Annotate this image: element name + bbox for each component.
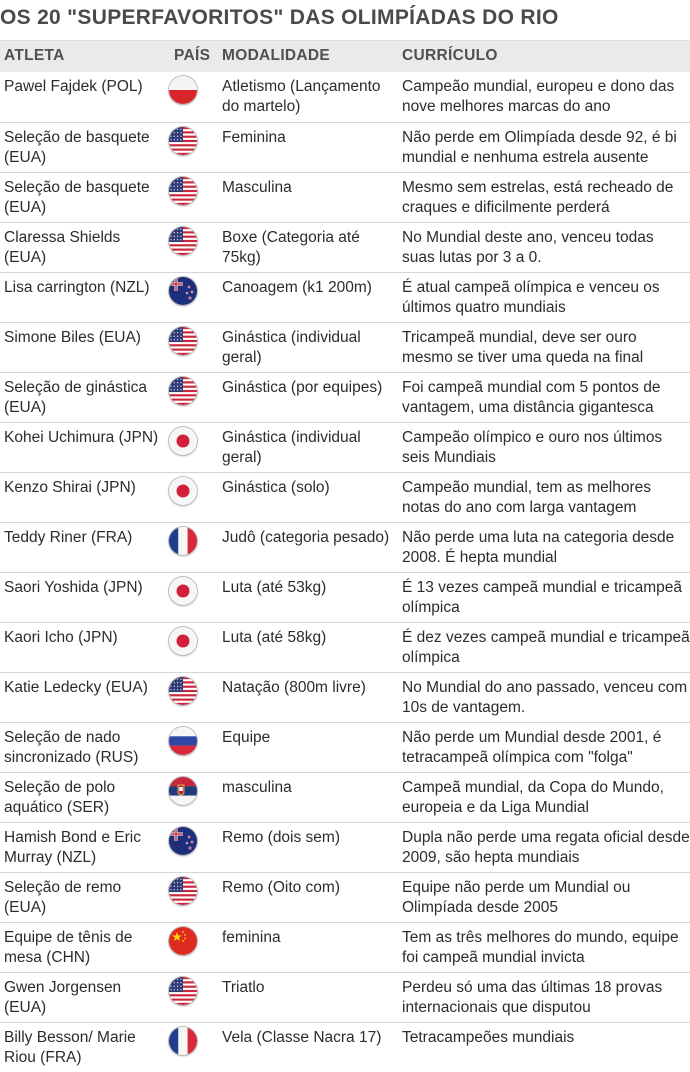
cell-modalidade: Boxe (Categoria até 75kg)	[222, 229, 360, 266]
cell-modalidade: Remo (dois sem)	[222, 829, 340, 846]
table-row	[0, 122, 690, 172]
table-row	[0, 972, 690, 1022]
cell-atleta: Billy Besson/ Marie Riou (FRA)	[4, 1029, 136, 1066]
cell-atleta: Lisa carrington (NZL)	[4, 279, 150, 296]
japan-flag-icon	[169, 577, 197, 605]
cell-curriculo: Tricampeã mundial, deve ser ouro mesmo se tiver uma queda na final	[402, 329, 644, 366]
cell-modalidade: Natação (800m livre)	[222, 679, 366, 696]
table-row	[0, 1022, 690, 1072]
cell-atleta: Hamish Bond e Eric Murray (NZL)	[4, 829, 141, 866]
cell-modalidade: Vela (Classe Nacra 17)	[222, 1029, 382, 1046]
cell-atleta: Seleção de ginástica (EUA)	[4, 379, 148, 416]
usa-flag-icon	[169, 877, 197, 905]
cell-modalidade: Atletismo (Lançamento do martelo)	[222, 78, 381, 115]
table-row	[0, 522, 690, 572]
table-row	[0, 572, 690, 622]
cell-curriculo: É atual campeã olímpica e venceu os últimos quatro mundiais	[402, 279, 660, 316]
cell-modalidade: Luta (até 58kg)	[222, 629, 327, 646]
table-row	[0, 922, 690, 972]
page-title: OS 20 "SUPERFAVORITOS" DAS OLIMPÍADAS DO RIO	[0, 6, 559, 29]
table-row	[0, 772, 690, 822]
cell-curriculo: Perdeu só uma das últimas 18 provas internacionais que disputou	[402, 979, 663, 1016]
cell-atleta: Simone Biles (EUA)	[4, 329, 141, 346]
table-row	[0, 222, 690, 272]
table-row	[0, 872, 690, 922]
cell-modalidade: Luta (até 53kg)	[222, 579, 327, 596]
usa-flag-icon	[169, 977, 197, 1005]
cell-curriculo: Não perde uma luta na categoria desde 2008. É hepta mundial	[402, 529, 675, 566]
cell-modalidade: Remo (Oito com)	[222, 879, 340, 896]
france-flag-icon	[169, 1027, 197, 1055]
table-row	[0, 272, 690, 322]
cell-atleta: Teddy Riner (FRA)	[4, 529, 133, 546]
cell-atleta: Gwen Jorgensen (EUA)	[4, 979, 122, 1016]
table-row	[0, 372, 690, 422]
cell-modalidade: Canoagem (k1 200m)	[222, 279, 372, 296]
cell-atleta: Seleção de basquete (EUA)	[4, 129, 150, 166]
cell-modalidade: Feminina	[222, 129, 286, 146]
cell-curriculo: Foi campeã mundial com 5 pontos de vantagem, uma distância gigantesca	[402, 379, 661, 416]
table-row	[0, 422, 690, 472]
table-header	[0, 40, 690, 72]
cell-curriculo: Campeão mundial, tem as melhores notas do ano com larga vantagem	[402, 479, 651, 516]
header-pais: PAÍS	[174, 47, 211, 64]
cell-atleta: Seleção de polo aquático (SER)	[4, 779, 116, 816]
cell-atleta: Katie Ledecky (EUA)	[4, 679, 148, 696]
usa-flag-icon	[169, 227, 197, 255]
cell-curriculo: É 13 vezes campeã mundial e tricampeã olímpica	[402, 579, 683, 616]
china-flag-icon	[169, 927, 197, 955]
cell-modalidade: Judô (categoria pesado)	[222, 529, 390, 546]
cell-curriculo: Campeã mundial, da Copa do Mundo, europeia e da Liga Mundial	[402, 779, 664, 816]
cell-atleta: Claressa Shields (EUA)	[4, 229, 121, 266]
usa-flag-icon	[169, 377, 197, 405]
header-atleta: ATLETA	[4, 47, 65, 64]
japan-flag-icon	[169, 477, 197, 505]
usa-flag-icon	[169, 127, 197, 155]
cell-curriculo: No Mundial deste ano, venceu todas suas lutas por 3 a 0.	[402, 229, 654, 266]
cell-curriculo: Não perde um Mundial desde 2001, é tetracampeã olímpica com "folga"	[402, 729, 662, 766]
cell-modalidade: Triatlo	[222, 979, 265, 996]
table-row	[0, 822, 690, 872]
cell-curriculo: Equipe não perde um Mundial ou Olimpíada desde 2005	[402, 879, 631, 916]
serbia-flag-icon	[169, 777, 197, 805]
japan-flag-icon	[169, 627, 197, 655]
usa-flag-icon	[169, 677, 197, 705]
table-row	[0, 72, 690, 122]
cell-atleta: Kenzo Shirai (JPN)	[4, 479, 136, 496]
header-modalidade: MODALIDADE	[222, 47, 331, 64]
cell-modalidade: feminina	[222, 929, 281, 946]
table-body	[0, 72, 690, 1072]
cell-curriculo: Não perde em Olimpíada desde 92, é bi mundial e nenhuma estrela ausente	[402, 129, 677, 166]
cell-curriculo: Mesmo sem estrelas, está recheado de craques e dificilmente perderá	[402, 179, 674, 216]
table-row	[0, 672, 690, 722]
poland-flag-icon	[169, 76, 197, 104]
cell-atleta: Kaori Icho (JPN)	[4, 629, 118, 646]
cell-modalidade: Ginástica (individual geral)	[222, 329, 361, 366]
cell-modalidade: Ginástica (solo)	[222, 479, 330, 496]
cell-modalidade: Ginástica (individual geral)	[222, 429, 361, 466]
cell-curriculo: Campeão olímpico e ouro nos últimos seis Mundiais	[402, 429, 663, 466]
table-row	[0, 472, 690, 522]
cell-modalidade: Ginástica (por equipes)	[222, 379, 383, 396]
cell-atleta: Seleção de basquete (EUA)	[4, 179, 150, 216]
cell-modalidade: masculina	[222, 779, 292, 796]
header-curriculo: CURRÍCULO	[402, 47, 498, 64]
cell-atleta: Seleção de remo (EUA)	[4, 879, 122, 916]
cell-curriculo: No Mundial do ano passado, venceu com 10s de vantagem.	[402, 679, 688, 716]
france-flag-icon	[169, 527, 197, 555]
japan-flag-icon	[169, 427, 197, 455]
table-row	[0, 722, 690, 772]
new-zealand-flag-icon	[169, 827, 197, 855]
cell-curriculo: Tem as três melhores do mundo, equipe foi campeã mundial invicta	[402, 929, 679, 966]
cell-modalidade: Masculina	[222, 179, 292, 196]
table-row	[0, 172, 690, 222]
cell-atleta: Pawel Fajdek (POL)	[4, 78, 143, 95]
russia-flag-icon	[169, 727, 197, 755]
table-row	[0, 322, 690, 372]
cell-atleta: Saori Yoshida (JPN)	[4, 579, 143, 596]
usa-flag-icon	[169, 177, 197, 205]
cell-curriculo: Dupla não perde uma regata oficial desde 2009, são hepta mundiais	[402, 829, 690, 866]
usa-flag-icon	[169, 327, 197, 355]
cell-curriculo: Tetracampeões mundiais	[402, 1029, 575, 1046]
cell-curriculo: É dez vezes campeã mundial e tricampeã olímpica	[402, 629, 690, 666]
cell-atleta: Seleção de nado sincronizado (RUS)	[4, 729, 139, 766]
cell-atleta: Kohei Uchimura (JPN)	[4, 429, 159, 446]
new-zealand-flag-icon	[169, 277, 197, 305]
cell-atleta: Equipe de tênis de mesa (CHN)	[4, 929, 133, 966]
table-row	[0, 622, 690, 672]
cell-modalidade: Equipe	[222, 729, 271, 746]
cell-curriculo: Campeão mundial, europeu e dono das nove melhores marcas do ano	[402, 78, 675, 115]
